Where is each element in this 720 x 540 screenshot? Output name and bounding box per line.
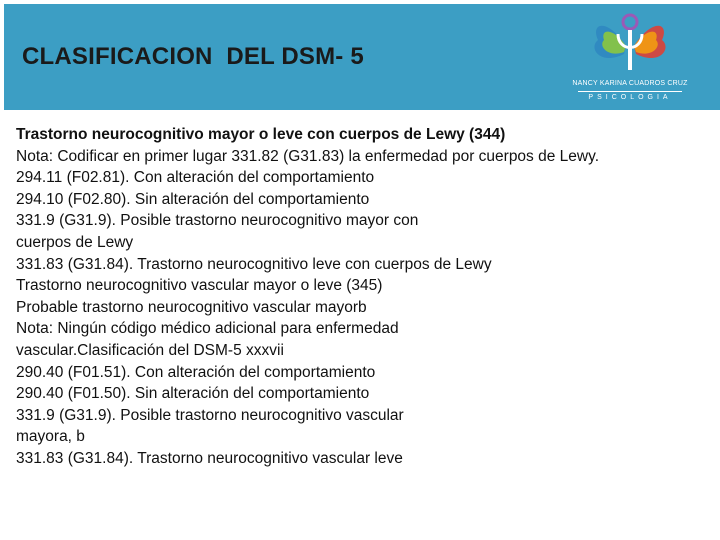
logo-divider xyxy=(578,91,682,92)
header xyxy=(0,0,720,110)
text-line: mayora, b xyxy=(16,428,85,446)
text-line: Nota: Ningún código médico adicional para enfermedad xyxy=(16,320,399,338)
text-line: 331.9 (G31.9). Posible trastorno neurocognitivo mayor con xyxy=(16,212,419,230)
text-line: 290.40 (F01.51). Con alteración del comportamiento xyxy=(16,363,376,381)
text-line: cuerpos de Lewy xyxy=(16,233,134,251)
section-heading: Trastorno neurocognitivo mayor o leve con cuerpos de Lewy (344) xyxy=(16,126,506,143)
text-line: 290.40 (F01.50). Sin alteración del comportamiento xyxy=(16,385,370,403)
logo-subtitle: PSICOLOGIA xyxy=(588,94,672,101)
text-line: 294.11 (F02.81). Con alteración del comportamiento xyxy=(16,169,375,187)
text-line: 294.10 (F02.80). Sin alteración del comportamiento xyxy=(16,190,370,208)
text-line: vascular.Clasificación del DSM-5 xxxvii xyxy=(16,341,284,359)
page-title: CLASIFICACION DEL DSM- 5 xyxy=(22,43,364,70)
content-body xyxy=(16,124,706,470)
logo-name: NANCY KARINA CUADROS CRUZ xyxy=(572,80,688,87)
butterfly-psi-logo-icon xyxy=(568,8,692,80)
text-line: 331.9 (G31.9). Posible trastorno neurocognitivo vascular xyxy=(16,406,404,424)
text-line: Probable trastorno neurocognitivo vascular mayorb xyxy=(16,298,367,316)
text-line: 331.83 (G31.84). Trastorno neurocognitivo vascular leve xyxy=(16,449,403,467)
text-line: Nota: Codificar en primer lugar 331.82 (G31.83) la enfermedad por cuerpos de Lewy. xyxy=(16,147,599,165)
brand-logo xyxy=(568,8,692,104)
text-line: Trastorno neurocognitivo vascular mayor o leve (345) xyxy=(16,277,383,295)
text-line: 331.83 (G31.84). Trastorno neurocognitivo leve con cuerpos de Lewy xyxy=(16,255,492,273)
